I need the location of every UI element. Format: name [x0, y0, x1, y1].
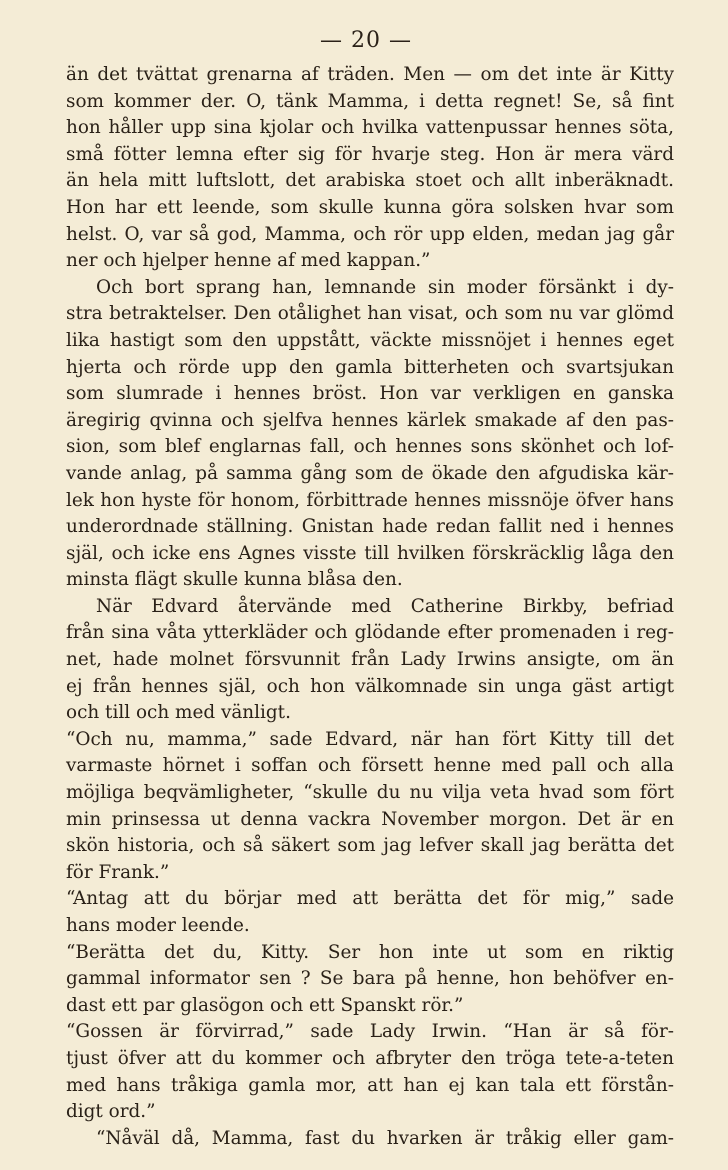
text-line: som kommer der. O, tänk Mamma, i detta regnet! Se, så fint: [66, 90, 674, 112]
text-line: gammal informator sen ? Se bara på henne, hon behöfver en-: [66, 968, 674, 990]
text-line: digt ord.”: [66, 1101, 156, 1123]
text-line: När Edvard återvände med Catherine Birkby, befriad: [96, 595, 674, 617]
text-line: än det tvättat grenarna af träden. Men — om det inte är Kitty: [66, 64, 674, 85]
text-line: skön historia, och så säkert som jag lefver skall jag berätta det: [66, 835, 674, 857]
text-line: underordnade ställning. Gnistan hade redan fallit ned i hennes: [66, 516, 674, 538]
text-line: hon håller upp sina kjolar och hvilka vattenpussar hennes söta,: [66, 117, 674, 139]
text-line: små fötter lemna efter sig för hvarje steg. Hon är mera värd: [66, 143, 674, 165]
body-text: [66, 62, 674, 1152]
page-number: — 20 —: [320, 28, 412, 53]
text-line: varmaste hörnet i soffan och försett henne med pall och alla: [66, 755, 674, 777]
text-line: “Berätta det du, Kitty. Ser hon inte ut som en riktig: [66, 941, 674, 963]
text-line: som slumrade i hennes bröst. Hon var verkligen en ganska: [66, 383, 674, 405]
text-line: sion, som blef englarnas fall, och hennes sons skönhet och lof-: [66, 436, 674, 458]
text-line: ner och hjelper henne af med kappan.”: [66, 250, 431, 272]
text-line: net, hade molnet försvunnit från Lady Irwins ansigte, om än: [66, 649, 674, 671]
text-line: “Gossen är förvirrad,” sade Lady Irwin. “Han är så för-: [66, 1021, 674, 1043]
text-line: hans moder leende.: [66, 915, 250, 936]
text-line: än hela mitt luftslott, det arabiska stoet och allt inberäknadt.: [66, 170, 674, 192]
text-line: ej från hennes själ, och hon välkomnade sin unga gäst artigt: [66, 675, 674, 697]
text-line: tjust öfver att du kommer och afbryter den tröga tete-a-teten: [66, 1047, 674, 1069]
text-line: från sina våta ytterkläder och glödande efter promenaden i reg-: [66, 622, 674, 644]
text-line: med hans tråkiga gamla mor, att han ej kan tala ett förstån-: [66, 1074, 674, 1096]
text-line: helst. O, var så god, Mamma, och rör upp elden, medan jag går: [66, 223, 674, 245]
text-line: Hon har ett leende, som skulle kunna göra solsken hvar som: [66, 196, 674, 218]
text-line: Och bort sprang han, lemnande sin moder försänkt i dy-: [96, 276, 674, 298]
text-line: minsta flägt skulle kunna blåsa den.: [66, 569, 403, 591]
text-line: lika hastigt som den uppstått, väckte missnöjet i hennes eget: [66, 329, 674, 351]
text-line: för Frank.”: [66, 861, 170, 883]
text-line: stra betraktelser. Den otålighet han visat, och som nu var glömd: [66, 303, 674, 325]
text-line: “Antag att du börjar med att berätta det för mig,” sade: [66, 888, 674, 910]
text-line: själ, och icke ens Agnes visste till hvilken förskräcklig låga den: [66, 542, 674, 564]
text-line: och till och med vänligt.: [66, 702, 291, 724]
text-line: “Nåväl då, Mamma, fast du hvarken är tråkig eller gam-: [96, 1127, 674, 1149]
text-line: hjerta och rörde upp den gamla bitterheten och svartsjukan: [66, 356, 674, 378]
text-line: vande anlag, på samma gång som de ökade den afgudiska kär-: [66, 462, 674, 484]
text-line: min prinsessa ut denna vackra November morgon. Det är en: [66, 808, 674, 830]
text-line: dast ett par glasögon och ett Spanskt rör.”: [66, 994, 464, 1016]
text-line: “Och nu, mamma,” sade Edvard, när han fört Kitty till det: [66, 728, 674, 750]
text-line: äregirig qvinna och sjelfva hennes kärlek smakade af den pas-: [66, 409, 674, 431]
text-line: möjliga beqvämligheter, “skulle du nu vilja veta hvad som fört: [66, 782, 674, 804]
text-line: lek hon hyste för honom, förbittrade hennes missnöje öfver hans: [66, 489, 674, 511]
